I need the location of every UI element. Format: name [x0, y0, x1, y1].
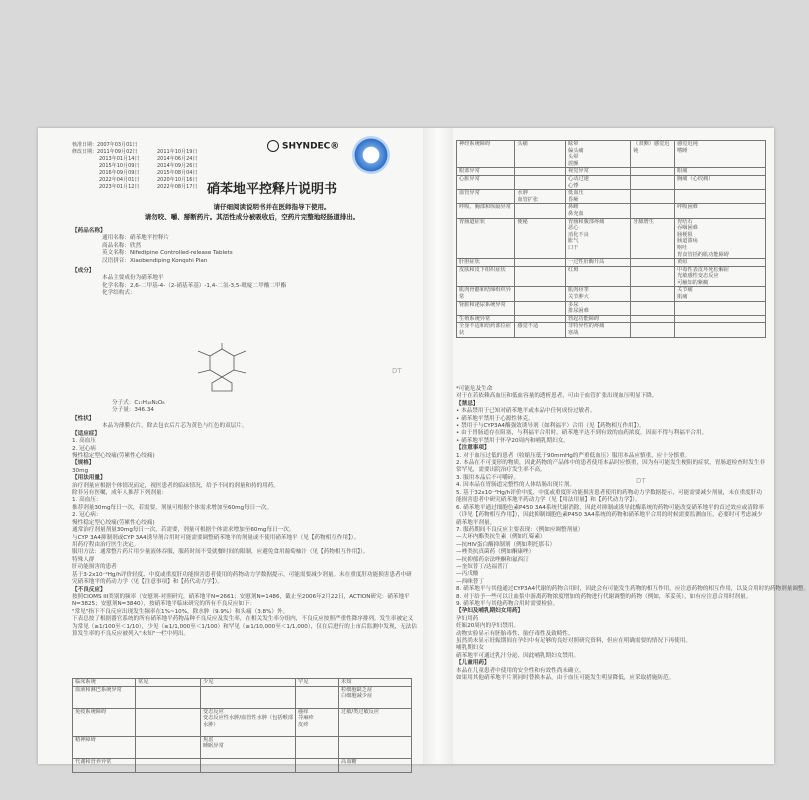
history-line: 2013年01月14日	[99, 156, 140, 162]
preg-item: 动物实验显示有胚胎毒性、胎仔毒性及致畸性。	[456, 630, 574, 637]
table-cell	[296, 736, 339, 758]
table-cell: 眼痛	[675, 168, 766, 176]
caution-item: 1. 对于血压过低的患者（收缩压低于90mmHg的严重低血压）服用本品应慎重，应十分慎重。	[456, 452, 691, 459]
center-fold	[423, 128, 453, 764]
table-row	[457, 315, 766, 323]
table-cell: 非特异性的疼痛 寒战	[566, 323, 631, 337]
adr-table-left	[72, 678, 412, 773]
caution-item: 5. 基于32x10⁻²Hg/h评价中度、中度或重度肝功能损害患者使用的药物动力学数据提示，可能需要减少剂量，未在重度肝功能损害患者中研究硝苯地平药动力学（见【用法用量】和【药代动力学】）。	[456, 489, 762, 504]
section-heading: 【药品名称】	[72, 228, 106, 234]
usage-line: 1. 高血压：	[72, 497, 102, 504]
caution-item: 3. 服用本品后不可嚼碎。	[456, 475, 520, 482]
table-cell: 多尿 排尿困难	[566, 301, 631, 315]
generic-name: 通用名称：硝苯地平控释片	[102, 235, 170, 242]
table-cell	[515, 266, 566, 287]
table-cell: （双侧）感觉迟钝	[631, 141, 675, 168]
last-line: 如果用其他硝苯地平片剂同时替换本品，由于血压可能发生明显降低，应采取措施防范。	[456, 675, 675, 681]
table-cell: 头痛	[515, 141, 566, 168]
adr-table-right	[456, 140, 766, 338]
table-cell: 胃肠和腹部疼痛 恶心 消化不良 胀气 口干	[566, 218, 631, 259]
table-cell	[631, 301, 675, 315]
section-heading: 【禁忌】	[456, 400, 479, 407]
table-cell: 代谢和营养异常	[73, 758, 136, 772]
section-heading: 【儿童用药】	[456, 660, 490, 667]
table-cell: 眩晕 偏头痛 头晕 震颤	[566, 141, 631, 168]
logo-mark-icon	[267, 140, 279, 152]
indication-item: 2. 冠心病	[72, 445, 96, 452]
usage-line: 特殊人群	[72, 556, 95, 563]
table-header: 罕见	[296, 679, 339, 687]
list-item: —抗HIV蛋白酶抑制剂（例如利托那韦）	[456, 541, 556, 548]
molecule-info	[112, 400, 412, 415]
adr-paragraph: 按照CIOMS III类别的频率（安慰剂-对照研究，硝苯地平N=2661；安慰剂N=1486，截止至2006年2月22日，ACTION研究：硝苯地平N=3825；安慰剂N=3840），按硝苯地平临床研究的所有不良反应如下：	[72, 593, 410, 608]
table-cell	[631, 190, 675, 204]
table-cell: 过敏/类过敏反应	[339, 708, 412, 736]
leaflet	[38, 128, 809, 765]
usage-line: 通常治疗剂量剂量30mg每日一次，若需要，剂量可根据个体需求增加至60mg每日一次。	[72, 527, 295, 534]
table-header: 少见	[201, 679, 296, 687]
table-cell: 肾脏和泌尿系统异常	[457, 301, 515, 315]
child-text: 本品在儿童患者中使用的安全性和有效性尚未确立。	[456, 667, 585, 674]
list-item: —丙戊酸	[456, 571, 479, 578]
adr-paragraph: 下表总按了根据器官系统的所有硝苯地平药物品种不良反应及发生率，在相关发生率分组内，不良反应按照严重性降序排列。发生率被定义为常见（≥1/100至＜1/10），少见（≥1/1,000至＜1/100）和罕见（≥1/10,000至＜1/1,000），仅在后进行的上市后监测中发现，无法估算发生率的不良反应被列入"未知"一栏中列出。	[72, 616, 417, 638]
table-cell: 生殖系统异常	[457, 315, 515, 323]
list-item: —大环内酯类抗生素（例如红霉素）	[456, 534, 546, 541]
molecular-formula: 分子式：C₁₇H₁₈N₂O₆	[112, 400, 165, 406]
table-cell: 血液和淋巴系统异常	[73, 686, 136, 708]
table-row	[457, 218, 766, 259]
table-cell	[631, 259, 675, 267]
usage-line: 肝功能损害的患者	[72, 564, 117, 571]
table-cell	[631, 168, 675, 176]
brand-logo: SHYNDEC®	[267, 140, 339, 152]
table-cell: 勃起功能障碍	[566, 315, 631, 323]
history-line: 2016年09月09日	[99, 170, 140, 176]
section-heading: 【成分】	[72, 268, 95, 275]
pinyin-name: 汉语拼音：Xiaobendiping Konqshi Pian	[102, 257, 208, 264]
body-left	[72, 416, 417, 638]
table-cell: 全身不适和给药部位症状	[457, 323, 515, 337]
table-cell	[515, 315, 566, 323]
table-cell: 免疫系统障碍	[73, 708, 136, 736]
section-heading: 【适应症】	[72, 430, 100, 437]
table-row	[73, 686, 412, 708]
formula-label: 化学结构式：	[102, 290, 136, 297]
table-row	[73, 758, 412, 772]
table-cell	[296, 758, 339, 772]
table-header: 临床系统	[73, 679, 136, 687]
usage-line: 2. 冠心病：	[72, 512, 102, 519]
table-row	[457, 141, 766, 168]
table-row	[457, 168, 766, 176]
preg-item: 硝苯地平可通过乳汁分泌，因此哺乳期妇女禁用。	[456, 652, 580, 659]
table-cell	[136, 736, 201, 758]
right-page	[456, 128, 809, 764]
table-row	[73, 736, 412, 758]
table-cell	[515, 204, 566, 218]
usage-line: 基于3⋅2x10⁻²Hg/h评价轻度、中度或重度肝功能损害患者使用的药物动力学数据提示，可能需要减少剂量。未在重度肝功能损害患者中研究硝苯地平的药动力学（见【注意事项】和【药代动力学】）。	[72, 571, 412, 585]
table-row	[457, 259, 766, 267]
usage-line: 除非另有医嘱，成年人推荐下列剂量：	[72, 490, 168, 497]
list-item: —唑类抗真菌药（例如酮康唑）	[456, 549, 535, 556]
history-line: 2022年04月01日	[99, 177, 140, 183]
table-header-row	[73, 679, 412, 687]
table-row	[457, 190, 766, 204]
table-cell: 心动过速 心悸	[566, 175, 631, 189]
table-cell	[631, 266, 675, 287]
caution-item: 6. 硝苯地平通过细胞色素P450 3A4系统代谢消除，因此对抑制或诱导此酶系统的药物可能改变硝苯地平的首过效应或清除率（详见【药物相互作用】），因此抑制细胞色素P450 3A4系统的药物和硝苯地平合用的时候需要监测血压，必要时可考虑减少硝苯地平剂量。	[456, 504, 764, 526]
structural-formula	[192, 341, 252, 391]
specification: 30mg	[72, 467, 89, 474]
preg-item: 妊娠20周内的孕妇禁用。	[456, 623, 520, 630]
section-heading: 【不良反应】	[72, 586, 106, 593]
document-title: 硝苯地平控释片说明书	[206, 182, 337, 197]
contra-item: • 由于胃肠道存在阻塞，与利福平合用时，硝苯地平达不到有效的血药浓度，因而不得与利福平合用。	[456, 430, 708, 437]
table-cell	[136, 686, 201, 708]
table-cell	[136, 758, 201, 772]
table-header: 未知	[339, 679, 412, 687]
preg-item: 虽然尚未显示妊娠期间在孕妇中有足够的良好对照研究资料，但应在明确需要的情况下再使用。	[456, 637, 691, 644]
table-cell	[515, 168, 566, 176]
table-cell	[631, 287, 675, 301]
table-cell: 胃肠道症状	[457, 218, 515, 259]
table-cell: 眼部异常	[457, 168, 515, 176]
usage-line: 用药疗程由治疗医生决定。	[72, 541, 140, 548]
usage-line: 推荐剂量30mg每日一次，若需要，剂量可根据个体需求增加至60mg每日一次。	[72, 504, 273, 511]
molecular-weight: 分子量：346.34	[112, 407, 154, 414]
caution-item: 7. 服药期间不良反应主要表现：（例如应调整剂量）	[456, 526, 584, 533]
table-cell: 鼻衄 鼻充血	[566, 204, 631, 218]
table-cell	[515, 175, 566, 189]
table-cell: 高血糖	[339, 758, 412, 772]
table-cell: 感觉迟钝 嗜睡	[675, 141, 766, 168]
table-cell: 胸痛（心绞痛）	[675, 175, 766, 189]
contra-item: • 禁用于与CYP3A4酶强效诱导剂（如利福平）合用（见【药物相互作用】）。	[456, 423, 645, 430]
caution-item: 2. 本品在不可变形的物质，因此药物的产品体中的患者使用本品时应慎重，因为有可能发生梗阻的症状。胃肠道检查时发生非常罕见，需要出院治疗发生率不高。	[456, 460, 766, 474]
table-cell: 中毒性表皮坏死松解症 光敏感性变态反应 可触知的紫癜	[675, 266, 766, 287]
table-cell	[675, 323, 766, 337]
table-cell: 水肿 血管扩张	[515, 190, 566, 204]
table-cell	[296, 686, 339, 708]
composition: 本品主要成份为硝苯地平	[102, 275, 164, 282]
usage-line: 与CYP 3A4抑制剂或CYP 3A4诱导剂合用时可能需要调整硝苯地平的剂量或不使用硝苯地平（见【药物相互作用】）。	[72, 534, 360, 541]
quality-seal-icon	[352, 136, 390, 174]
usage-line: 治疗剂量应根据个体情况而定，视医患者的临床情况，给予不同的剂量和持的用药。	[72, 482, 279, 489]
usage-line: 服用方法：通常整片药片用少量液体吞服，服药时间不受就餐时间的限制，应避免食用葡萄柚汁（见【药物相互作用】）。	[72, 549, 369, 556]
list-item: —西咪替丁	[456, 578, 484, 585]
table-cell: 血管异常	[457, 190, 515, 204]
table-cell: 粒细胞缺乏症 白细胞减少症	[339, 686, 412, 708]
table-cell	[201, 758, 296, 772]
indication-item: 慢性稳定型心绞痛(劳累性心绞痛)	[72, 453, 155, 460]
preg-item: 孕妇用药	[456, 615, 479, 622]
history-line: 2011年10月19日	[157, 149, 198, 155]
watermark: DT	[392, 367, 402, 375]
table-cell	[515, 301, 566, 315]
table-cell: 肝胆症状	[457, 259, 515, 267]
table-cell: 关节痛 肌痛	[675, 287, 766, 301]
table-cell: 一过性肝酶升高	[566, 259, 631, 267]
table-cell	[631, 315, 675, 323]
history-line: 2022年08月17日	[157, 184, 198, 190]
history-line: 2015年08月04日	[157, 170, 198, 176]
table-cell	[339, 736, 412, 758]
chemical-name: 化学名称：2,6-二甲基-4-（2-硝基苯基）-1,4-二氢-3,5-吡啶二甲酸二甲酯	[102, 282, 287, 289]
table-row	[457, 204, 766, 218]
list-item: —抗抑郁药奈法唑酮和氟西汀	[456, 556, 529, 563]
extra-item: 8. 对于给予一些可以让血浆中游离药物浓度增加的药物进行代谢调整的药物（例如，苯妥英），如有应注意合用时剂量。	[456, 593, 752, 600]
properties: 本品为薄膜衣片，除去包衣后片芯为黄色与红色的双层片。	[102, 423, 248, 430]
usage-line: 慢性稳定型心绞痛(劳累性心绞痛)	[72, 519, 155, 526]
body-right	[456, 386, 809, 682]
table-row	[457, 266, 766, 287]
table-cell: 胃结石 吞咽困难 肠梗阻 肠道溃疡 呕吐 胃食管括约肌功能障碍	[675, 218, 766, 259]
table-row	[457, 323, 766, 337]
section-heading: 【性状】	[72, 416, 95, 422]
table-cell: 精神障碍	[73, 736, 136, 758]
caution-item: 8. 硝苯地平与其他通过CYP3A4代谢的药物合用时，因此会有可能发生药物的相互作用，应注意药物的相互作用，以及合用时的药物剂量调整。	[456, 586, 809, 593]
table-row	[457, 287, 766, 301]
table-cell: 神经系统障碍	[457, 141, 515, 168]
table-cell	[631, 204, 675, 218]
table-cell: 黄疸	[675, 259, 766, 267]
table-row	[457, 175, 766, 189]
note: *可能危及生命	[456, 386, 493, 392]
table-cell: 心脏异常	[457, 175, 515, 189]
preg-item: 哺乳期妇女	[456, 645, 484, 652]
read-warning: 请仔细阅读说明书并在医师指导下使用。	[213, 203, 331, 211]
adr-paragraph: "常见"指下不良反应出现发生频率在1%~10%，除水肿（9.9%）和头痛（3.8%）外。	[72, 608, 289, 615]
history-line: 2014年09月26日	[157, 163, 198, 169]
extra-item: 9. 硝苯地平与其他药物合用时需要检验。	[456, 600, 559, 607]
list-item: —奎奴普丁/达福普汀	[456, 563, 509, 570]
indication-item: 1. 高血压	[72, 438, 96, 445]
after-table: 对于在若依赖高血压和低血容量的透析患者，可由于血管扩张出现血压明显下降。	[456, 393, 658, 400]
section-heading: 【孕妇及哺乳期妇女用药】	[456, 608, 524, 615]
table-cell: 视觉异常	[566, 168, 631, 176]
table-cell: 皮肤和皮下组织症状	[457, 266, 515, 287]
section-heading: 【用法用量】	[72, 475, 106, 482]
table-cell: 感觉不适	[515, 323, 566, 337]
table-cell: 便秘	[515, 218, 566, 259]
table-cell	[201, 686, 296, 708]
table-cell	[675, 315, 766, 323]
table-cell: 肌肉痉挛 关节肿大	[566, 287, 631, 301]
section-heading: 【注意事项】	[456, 445, 490, 452]
table-row	[73, 708, 412, 736]
table-cell	[631, 323, 675, 337]
table-row	[457, 301, 766, 315]
history-line: 2023年01月12日	[99, 184, 140, 190]
table-cell: 变态反应 变态反应性水肿/血管性水肿（包括喉部水肿）	[201, 708, 296, 736]
table-cell: 呼吸困难	[675, 204, 766, 218]
contra-item: • 本品禁用于已知对硝苯地平或本品中任何成份过敏者。	[456, 408, 596, 415]
history-line: 修改日期：2011年09月02日	[72, 149, 138, 155]
watermark: DT	[636, 477, 646, 485]
table-cell: 牙龈增生	[631, 218, 675, 259]
table-cell	[515, 287, 566, 301]
table-cell	[515, 259, 566, 267]
table-cell: 呼吸、胸部和纵隔异常	[457, 204, 515, 218]
section-heading: 【规格】	[72, 460, 95, 467]
table-cell: 焦虑 睡眠异常	[201, 736, 296, 758]
table-cell	[631, 175, 675, 189]
history-line: 2014年06月24日	[157, 156, 198, 162]
english-name: 英文名称：Nifedipine Controlled-release Tablets	[102, 250, 233, 257]
history-line: 核准日期：2007年03月01日	[72, 142, 138, 148]
table-header: 常见	[136, 679, 201, 687]
table-cell	[675, 190, 766, 204]
caution-item: 4. 因本品在胃肠道完整性的人体结肠出现片剂。	[456, 482, 575, 489]
history-line: 2020年10月16日	[157, 177, 198, 183]
contra-item: • 硝苯地平禁用于怀孕20周内和哺乳期妇女。	[456, 437, 569, 444]
name-section	[72, 228, 402, 298]
history-line: 2015年10月09日	[99, 163, 140, 169]
table-cell	[675, 301, 766, 315]
table-cell: 肌肉骨骼和结缔组织异常	[457, 287, 515, 301]
table-cell: 红斑	[566, 266, 631, 287]
table-cell	[136, 708, 201, 736]
trade-name: 商品名称：欣然	[102, 242, 142, 249]
contra-item: • 硝苯地平禁用于心源性休克。	[456, 415, 534, 422]
left-page	[52, 128, 417, 765]
table-cell: 瘙痒 荨麻疹 皮疹	[296, 708, 339, 736]
chew-warning: 请勿咬、嚼、掰断药片。其活性成分被吸收后，空药片完整地经肠道排出。	[144, 213, 360, 221]
table-cell: 低血压 昏厥	[566, 190, 631, 204]
